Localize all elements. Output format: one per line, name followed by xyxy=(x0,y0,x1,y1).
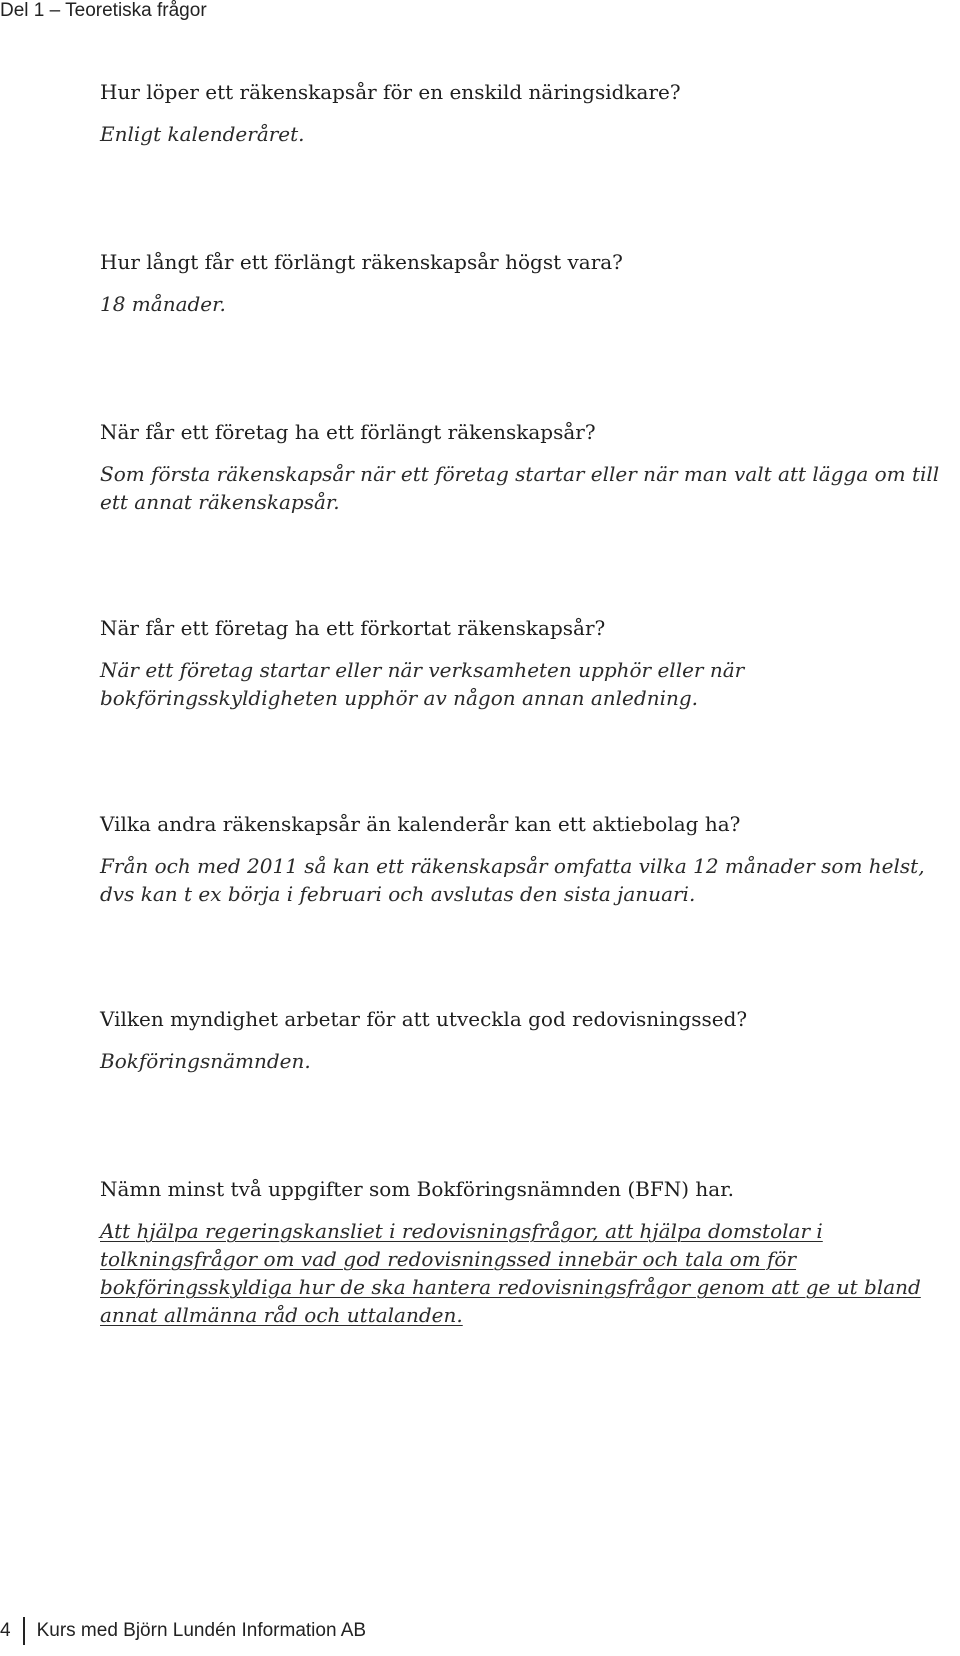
section-header: Del 1 – Teoretiska frågor xyxy=(0,0,207,21)
answer-1: Enligt kalenderåret. xyxy=(100,122,305,146)
question-4: När får ett företag ha ett förkortat räkenskapsår? xyxy=(100,616,606,640)
answer-3: Som första räkenskapsår när ett företag startar eller när man valt att lägga om till ett annat räkenskapsår. xyxy=(100,462,940,514)
question-1: Hur löper ett räkenskapsår för en enskild näringsidkare? xyxy=(100,80,681,104)
page-footer xyxy=(0,1617,366,1645)
question-2: Hur långt får ett förlängt räkenskapsår högst vara? xyxy=(100,250,623,274)
qa-item-5 xyxy=(100,810,940,908)
qa-item-1 xyxy=(100,78,940,148)
qa-item-4 xyxy=(100,614,940,712)
answer-6: Bokföringsnämnden. xyxy=(100,1049,311,1073)
qa-item-3 xyxy=(100,418,940,516)
answer-4: När ett företag startar eller när verksamheten upphör eller när bokföringsskyldigheten upphör av någon annan anledning. xyxy=(100,658,745,710)
answer-2: 18 månader. xyxy=(100,292,226,316)
question-6: Vilken myndighet arbetar för att utveckla god redovisningssed? xyxy=(100,1007,748,1031)
question-5: Vilka andra räkenskapsår än kalenderår kan ett aktiebolag ha? xyxy=(100,812,741,836)
qa-item-2 xyxy=(100,248,940,318)
answer-7: Att hjälpa regeringskansliet i redovisningsfrågor, att hjälpa domstolar i tolkningsfrågor om vad god redovisningssed innebär och tala om för bokföringsskyldiga hur de ska hantera redovisningsfrågor genom att ge ut bland annat allmänna råd och uttalanden. xyxy=(100,1219,921,1327)
question-3: När får ett företag ha ett förlängt räkenskapsår? xyxy=(100,420,596,444)
qa-item-7 xyxy=(100,1175,940,1329)
qa-item-6 xyxy=(100,1005,940,1075)
publisher-name: Kurs med Björn Lundén Information AB xyxy=(36,1620,367,1641)
footer-divider xyxy=(23,1617,25,1645)
page-number: 4 xyxy=(0,1620,11,1641)
answer-5: Från och med 2011 så kan ett räkenskapsår omfatta vilka 12 månader som helst, dvs kan t ex börja i februari och avslutas den sista januari. xyxy=(100,854,925,906)
question-7: Nämn minst två uppgifter som Bokföringsnämnden (BFN) har. xyxy=(100,1177,734,1201)
